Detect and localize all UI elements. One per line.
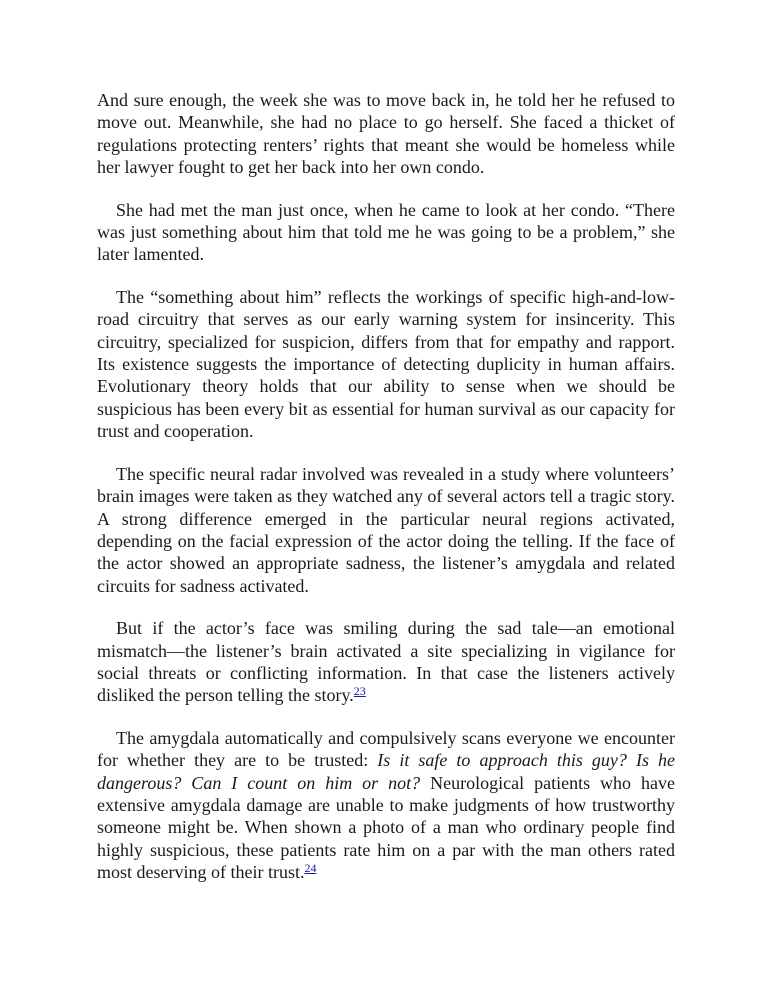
paragraph-6-italic-questions: Is it safe to approach this guy? Is he dangerous? Can I count on him or not? [97,750,676,793]
paragraph-6 [97,727,675,884]
paragraph-2 [97,199,675,266]
paragraph-5 [97,617,675,707]
paragraph-1-text: And sure enough, the week she was to move back in, he told her he refused to move out. Meanwhile, she had no place to go herself. She faced a thicket of regulations protecting renters’ rights that meant she would be homeless while her lawyer fought to get her back into her own condo. [97,90,675,178]
paragraph-6-text-after: Neurological patients who have extensive amygdala damage are unable to make judgments of how trustworthy someone might be. When shown a photo of a man who ordinary people find highly suspicious, these patients rate him on a par with the man others rated most deserving of their trust. [97,772,676,883]
paragraph-4 [97,463,675,597]
footnote-link-23[interactable]: 23 [353,684,366,699]
paragraph-6-text-before: The amygdala automatically and compulsively scans everyone we encounter for whether they are to be trusted: [97,727,675,771]
paragraph-2-text: She had met the man just once, when he came to look at her condo. “There was just something about him that told me he was going to be a problem,” she later lamented. [97,199,675,265]
document-page [97,89,675,904]
paragraph-1 [97,89,675,179]
paragraph-4-text: The specific neural radar involved was revealed in a study where volunteers’ brain images were taken as they watched any of several actors tell a tragic story. A strong difference emerged in the particular neural regions activated, depending on the facial expression of the actor doing the telling. If the face of the actor showed an appropriate sadness, the listener’s amygdala and related circuits for sadness activated. [97,463,675,596]
paragraph-3 [97,286,675,443]
paragraph-5-text: But if the actor’s face was smiling during the sad tale—an emotional mismatch—the listener’s brain activated a site specializing in vigilance for social threats or conflicting information. In that case the listeners actively disliked the person telling the story. [97,618,675,706]
footnote-link-24[interactable]: 24 [304,861,317,876]
paragraph-3-text: The “something about him” reflects the workings of specific high-and-low-road circuitry that serves as our early warning system for insincerity. This circuitry, specialized for suspicion, differs from that for empathy and rapport. Its existence suggests the importance of detecting duplicity in human affairs. Evolutionary theory holds that our ability to sense when we should be suspicious has been every bit as essential for human survival as our capacity for trust and cooperation. [97,286,675,442]
